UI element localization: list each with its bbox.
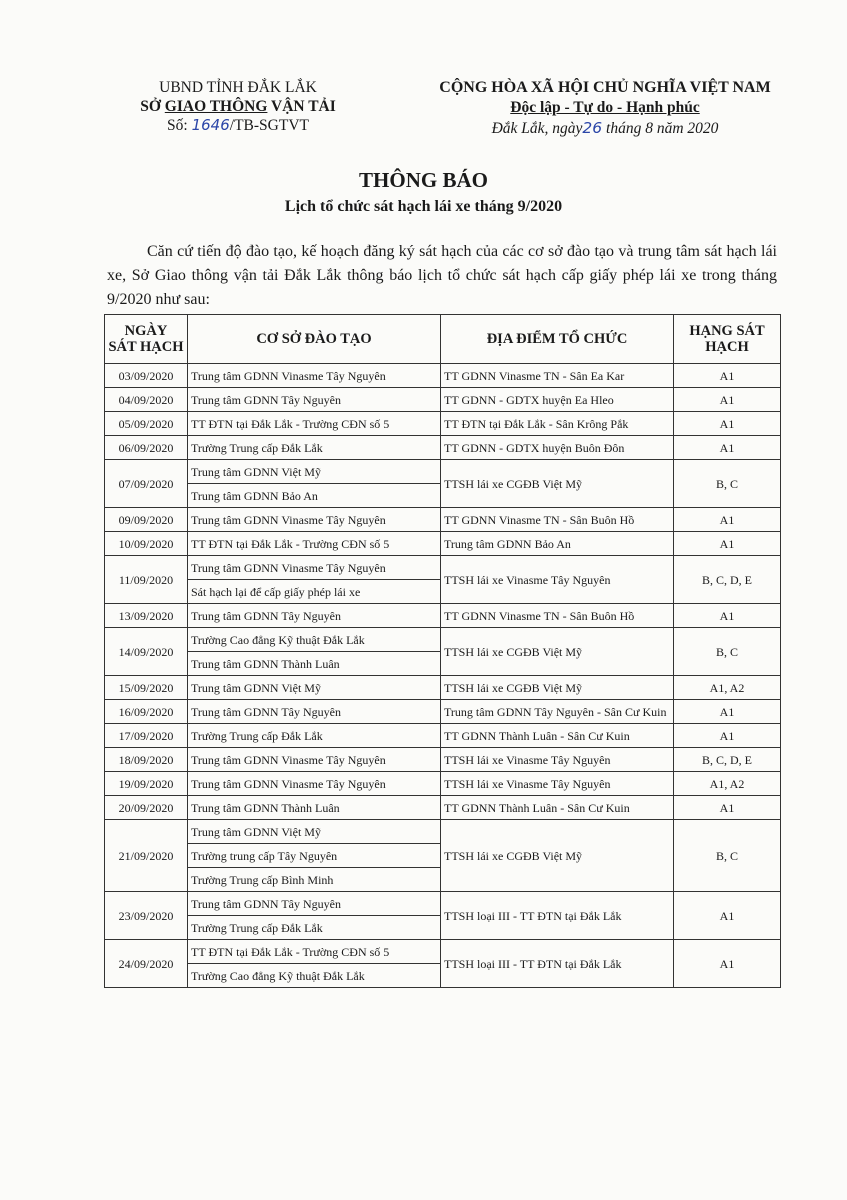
cell-grade: B, C, D, E (674, 748, 781, 772)
cell-school: Trung tâm GDNN Tây Nguyên (188, 604, 441, 628)
cell-grade: A1 (674, 532, 781, 556)
document-number-suffix: /TB-SGTVT (229, 117, 309, 134)
table-row (105, 772, 781, 796)
table-row (105, 388, 781, 412)
cell-date: 20/09/2020 (105, 796, 188, 820)
cell-grade: A1 (674, 388, 781, 412)
cell-school: Trung tâm GDNN Tây Nguyên (188, 700, 441, 724)
cell-venue: Trung tâm GDNN Tây Nguyên - Sân Cư Kuin (441, 700, 674, 724)
cell-venue: TTSH lái xe Vinasme Tây Nguyên (441, 748, 674, 772)
cell-school: TT ĐTN tại Đắk Lắk - Trường CĐN số 5 (188, 532, 441, 556)
cell-school: Sát hạch lại để cấp giấy phép lái xe (188, 580, 441, 604)
intro-paragraph (107, 240, 777, 312)
cell-date: 21/09/2020 (105, 820, 188, 892)
cell-school: Trường Trung cấp Đắk Lắk (188, 436, 441, 460)
table-row (105, 676, 781, 700)
cell-date: 10/09/2020 (105, 532, 188, 556)
cell-venue: TTSH lái xe CGĐB Việt Mỹ (441, 628, 674, 676)
cell-venue: TTSH loại III - TT ĐTN tại Đắk Lắk (441, 892, 674, 940)
issuer-province: UBND TỈNH ĐẮK LẮK (159, 79, 317, 96)
cell-grade: A1 (674, 412, 781, 436)
cell-date: 16/09/2020 (105, 700, 188, 724)
cell-school: Trung tâm GDNN Tây Nguyên (188, 388, 441, 412)
cell-school: Trường Trung cấp Đắk Lắk (188, 916, 441, 940)
schedule-table (104, 314, 781, 988)
cell-grade: B, C (674, 820, 781, 892)
cell-grade: B, C (674, 628, 781, 676)
table-row (105, 436, 781, 460)
cell-date: 03/09/2020 (105, 364, 188, 388)
cell-venue: TT GDNN Vinasme TN - Sân Ea Kar (441, 364, 674, 388)
cell-grade: A1, A2 (674, 772, 781, 796)
cell-venue: TT GDNN - GDTX huyện Buôn Đôn (441, 436, 674, 460)
cell-date: 19/09/2020 (105, 772, 188, 796)
issue-date-suffix: tháng 8 năm 2020 (602, 120, 719, 137)
cell-school: Trung tâm GDNN Tây Nguyên (188, 892, 441, 916)
cell-venue: Trung tâm GDNN Bảo An (441, 532, 674, 556)
cell-date: 17/09/2020 (105, 724, 188, 748)
cell-grade: A1 (674, 700, 781, 724)
cell-venue: TT GDNN Thành Luân - Sân Cư Kuin (441, 724, 674, 748)
cell-date: 04/09/2020 (105, 388, 188, 412)
issuer-department-suffix: VẬN TẢI (267, 98, 336, 115)
header-school: CƠ SỞ ĐÀO TẠO (188, 315, 441, 364)
cell-grade: A1 (674, 508, 781, 532)
cell-venue: TTSH lái xe CGĐB Việt Mỹ (441, 460, 674, 508)
issuer-department-underlined: GIAO THÔNG (164, 98, 268, 115)
issuer-block (108, 78, 368, 135)
issue-date-day: 26 (582, 119, 603, 137)
table-row (105, 892, 781, 916)
issuer-department (108, 97, 368, 116)
table-row (105, 796, 781, 820)
issue-date-prefix: Đắk Lắk, ngày (491, 120, 583, 137)
table-header-row (105, 315, 781, 364)
cell-school: Trường Cao đẳng Kỹ thuật Đắk Lắk (188, 628, 441, 652)
cell-date: 09/09/2020 (105, 508, 188, 532)
header-date (105, 315, 188, 364)
table-row (105, 412, 781, 436)
schedule-body (105, 364, 781, 988)
document-subtitle: Lịch tổ chức sát hạch lái xe tháng 9/2020 (284, 198, 563, 215)
table-row (105, 364, 781, 388)
cell-school: Trường trung cấp Tây Nguyên (188, 844, 441, 868)
national-motto: Độc lập - Tự do - Hạnh phúc (510, 99, 700, 116)
cell-venue: TTSH loại III - TT ĐTN tại Đắk Lắk (441, 940, 674, 988)
cell-date: 05/09/2020 (105, 412, 188, 436)
table-row (105, 604, 781, 628)
table-row (105, 556, 781, 580)
header-grade-line2: HẠCH (705, 339, 749, 355)
header-date-line1: NGÀY (124, 323, 168, 339)
document-number-handwritten: 1646 (191, 116, 230, 134)
table-row (105, 628, 781, 652)
cell-date: 07/09/2020 (105, 460, 188, 508)
cell-date: 23/09/2020 (105, 892, 188, 940)
cell-school: Trường Trung cấp Bình Minh (188, 868, 441, 892)
cell-venue: TT GDNN Vinasme TN - Sân Buôn Hồ (441, 604, 674, 628)
intro-text: Căn cứ tiến độ đào tạo, kế hoạch đăng ký sát hạch của các cơ sở đào tạo và trung tâm sát hạch lái xe, Sở Giao thông vận tải Đắk Lắk thông báo lịch tổ chức sát hạch cấp giấy phép lái xe trong tháng 9/2020 như sau: (107, 243, 777, 308)
table-row (105, 820, 781, 844)
cell-venue: TT GDNN Thành Luân - Sân Cư Kuin (441, 796, 674, 820)
cell-school: TT ĐTN tại Đắk Lắk - Trường CĐN số 5 (188, 940, 441, 964)
cell-date: 15/09/2020 (105, 676, 188, 700)
nation-block (400, 78, 810, 139)
cell-grade: A1 (674, 892, 781, 940)
cell-school: Trung tâm GDNN Việt Mỹ (188, 460, 441, 484)
cell-date: 18/09/2020 (105, 748, 188, 772)
document-title: THÔNG BÁO (359, 168, 488, 192)
table-row (105, 508, 781, 532)
cell-venue: TTSH lái xe CGĐB Việt Mỹ (441, 676, 674, 700)
nation-name: CỘNG HÒA XÃ HỘI CHỦ NGHĨA VIỆT NAM (439, 79, 771, 96)
cell-school: Trung tâm GDNN Việt Mỹ (188, 676, 441, 700)
cell-venue: TTSH lái xe Vinasme Tây Nguyên (441, 772, 674, 796)
header-grade-line1: HẠNG SÁT (689, 323, 765, 339)
cell-school: Trung tâm GDNN Vinasme Tây Nguyên (188, 556, 441, 580)
cell-grade: A1, A2 (674, 676, 781, 700)
cell-grade: B, C (674, 460, 781, 508)
issue-date (400, 118, 810, 139)
cell-school: Trung tâm GDNN Bảo An (188, 484, 441, 508)
cell-school: Trường Cao đẳng Kỹ thuật Đắk Lắk (188, 964, 441, 988)
header-grade (674, 315, 781, 364)
cell-grade: A1 (674, 724, 781, 748)
cell-venue: TT ĐTN tại Đắk Lắk - Sân Krông Pắk (441, 412, 674, 436)
table-row (105, 460, 781, 484)
cell-venue: TTSH lái xe Vinasme Tây Nguyên (441, 556, 674, 604)
cell-school: TT ĐTN tại Đắk Lắk - Trường CĐN số 5 (188, 412, 441, 436)
cell-grade: A1 (674, 940, 781, 988)
cell-school: Trung tâm GDNN Thành Luân (188, 796, 441, 820)
cell-grade: A1 (674, 436, 781, 460)
issuer-department-prefix: SỞ (140, 98, 165, 115)
cell-school: Trung tâm GDNN Thành Luân (188, 652, 441, 676)
document-number-prefix: Số: (167, 117, 192, 134)
cell-grade: A1 (674, 796, 781, 820)
cell-school: Trung tâm GDNN Việt Mỹ (188, 820, 441, 844)
header-date-line2: SÁT HẠCH (108, 339, 184, 355)
cell-venue: TT GDNN - GDTX huyện Ea Hleo (441, 388, 674, 412)
table-row (105, 748, 781, 772)
cell-venue: TTSH lái xe CGĐB Việt Mỹ (441, 820, 674, 892)
cell-school: Trung tâm GDNN Vinasme Tây Nguyên (188, 364, 441, 388)
cell-date: 13/09/2020 (105, 604, 188, 628)
table-row (105, 940, 781, 964)
cell-grade: A1 (674, 604, 781, 628)
table-row (105, 724, 781, 748)
cell-grade: A1 (674, 364, 781, 388)
cell-school: Trung tâm GDNN Vinasme Tây Nguyên (188, 508, 441, 532)
table-row (105, 700, 781, 724)
document-number (108, 116, 368, 135)
cell-school: Trung tâm GDNN Vinasme Tây Nguyên (188, 748, 441, 772)
cell-date: 11/09/2020 (105, 556, 188, 604)
cell-grade: B, C, D, E (674, 556, 781, 604)
cell-school: Trung tâm GDNN Vinasme Tây Nguyên (188, 772, 441, 796)
cell-venue: TT GDNN Vinasme TN - Sân Buôn Hồ (441, 508, 674, 532)
cell-date: 06/09/2020 (105, 436, 188, 460)
cell-date: 14/09/2020 (105, 628, 188, 676)
cell-date: 24/09/2020 (105, 940, 188, 988)
table-row (105, 532, 781, 556)
header-venue: ĐỊA ĐIỂM TỔ CHỨC (441, 315, 674, 364)
cell-school: Trường Trung cấp Đắk Lắk (188, 724, 441, 748)
